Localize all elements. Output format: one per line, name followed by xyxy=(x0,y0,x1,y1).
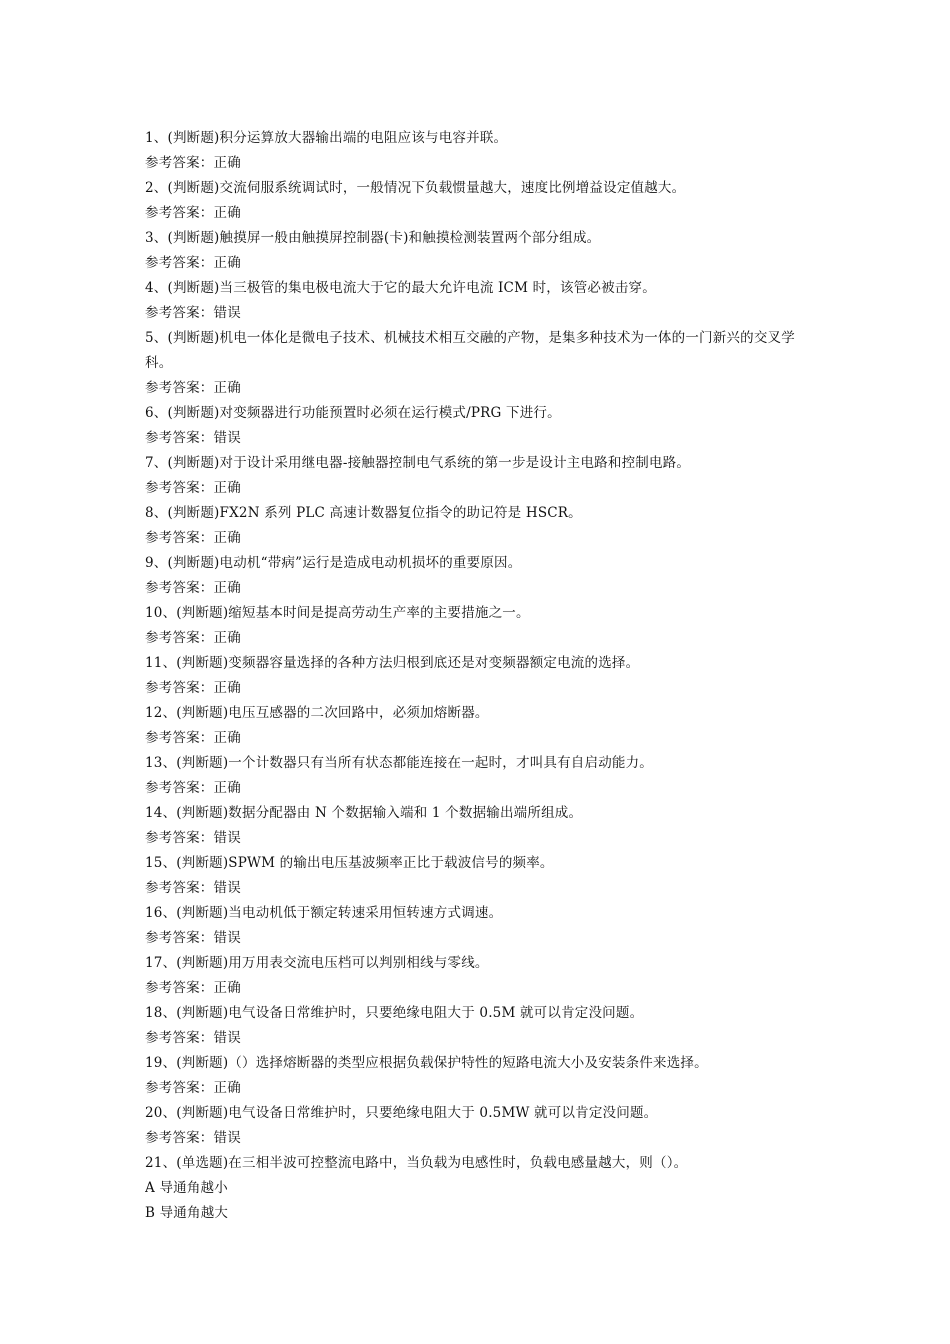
question-item xyxy=(145,401,810,451)
question-item xyxy=(145,801,810,851)
question-text: 4、(判断题)当三极管的集电极电流大于它的最大允许电流 ICM 时，该管必被击穿。 xyxy=(145,280,656,296)
answer-option-a: A 导通角越小 xyxy=(145,1180,228,1196)
question-text: 11、(判断题)变频器容量选择的各种方法归根到底还是对变频器额定电流的选择。 xyxy=(145,655,640,671)
reference-answer: 参考答案：正确 xyxy=(145,255,241,271)
question-text: 12、(判断题)电压互感器的二次回路中，必须加熔断器。 xyxy=(145,705,489,721)
reference-answer: 参考答案：正确 xyxy=(145,980,241,996)
reference-answer: 参考答案：错误 xyxy=(145,305,241,321)
question-text: 17、(判断题)用万用表交流电压档可以判别相线与零线。 xyxy=(145,955,489,971)
reference-answer: 参考答案：错误 xyxy=(145,430,241,446)
answer-option-b: B 导通角越大 xyxy=(145,1205,229,1221)
question-text: 5、(判断题)机电一体化是微电子技术、机械技术相互交融的产物，是集多种技术为一体的一门新兴的交叉学科。 xyxy=(145,330,795,371)
question-item xyxy=(145,951,810,1001)
reference-answer: 参考答案：正确 xyxy=(145,630,241,646)
question-item xyxy=(145,601,810,651)
question-text: 19、(判断题)（）选择熔断器的类型应根据负载保护特性的短路电流大小及安装条件来选择。 xyxy=(145,1055,708,1071)
reference-answer: 参考答案：错误 xyxy=(145,930,241,946)
question-text: 21、(单选题)在三相半波可控整流电路中，当负载为电感性时，负载电感量越大，则（）。 xyxy=(145,1155,688,1171)
question-item xyxy=(145,751,810,801)
reference-answer: 参考答案：正确 xyxy=(145,205,241,221)
question-text: 16、(判断题)当电动机低于额定转速采用恒转速方式调速。 xyxy=(145,905,503,921)
question-item xyxy=(145,276,810,326)
question-item xyxy=(145,701,810,751)
question-item xyxy=(145,851,810,901)
question-text: 1、(判断题)积分运算放大器输出端的电阻应该与电容并联。 xyxy=(145,130,508,146)
question-text: 3、(判断题)触摸屏一般由触摸屏控制器(卡)和触摸检测装置两个部分组成。 xyxy=(145,230,601,246)
question-list xyxy=(145,126,810,1226)
question-item xyxy=(145,651,810,701)
question-item-single-choice xyxy=(145,1151,810,1226)
question-text: 13、(判断题)一个计数器只有当所有状态都能连接在一起时，才叫具有自启动能力。 xyxy=(145,755,654,771)
question-item xyxy=(145,1051,810,1101)
question-item xyxy=(145,226,810,276)
question-item xyxy=(145,1001,810,1051)
reference-answer: 参考答案：正确 xyxy=(145,780,241,796)
reference-answer: 参考答案：正确 xyxy=(145,580,241,596)
question-text: 10、(判断题)缩短基本时间是提高劳动生产率的主要措施之一。 xyxy=(145,605,530,621)
reference-answer: 参考答案：正确 xyxy=(145,680,241,696)
question-text: 7、(判断题)对于设计采用继电器-接触器控制电气系统的第一步是设计主电路和控制电路。 xyxy=(145,455,691,471)
question-item xyxy=(145,326,810,401)
question-item xyxy=(145,126,810,176)
question-item xyxy=(145,1101,810,1151)
question-item xyxy=(145,176,810,226)
question-text: 6、(判断题)对变频器进行功能预置时必须在运行模式/PRG 下进行。 xyxy=(145,405,561,421)
question-text: 18、(判断题)电气设备日常维护时，只要绝缘电阻大于 0.5M 就可以肯定没问题。 xyxy=(145,1005,644,1021)
question-text: 20、(判断题)电气设备日常维护时，只要绝缘电阻大于 0.5MW 就可以肯定没问题。 xyxy=(145,1105,658,1121)
reference-answer: 参考答案：正确 xyxy=(145,380,241,396)
reference-answer: 参考答案：错误 xyxy=(145,1030,241,1046)
question-text: 15、(判断题)SPWM 的输出电压基波频率正比于载波信号的频率。 xyxy=(145,855,554,871)
reference-answer: 参考答案：错误 xyxy=(145,1130,241,1146)
question-item xyxy=(145,551,810,601)
question-item xyxy=(145,501,810,551)
question-text: 8、(判断题)FX2N 系列 PLC 高速计数器复位指令的助记符是 HSCR。 xyxy=(145,505,582,521)
question-item xyxy=(145,901,810,951)
reference-answer: 参考答案：正确 xyxy=(145,730,241,746)
reference-answer: 参考答案：错误 xyxy=(145,830,241,846)
reference-answer: 参考答案：正确 xyxy=(145,1080,241,1096)
question-text: 14、(判断题)数据分配器由 N 个数据输入端和 1 个数据输出端所组成。 xyxy=(145,805,583,821)
question-text: 2、(判断题)交流伺服系统调试时，一般情况下负载惯量越大，速度比例增益设定值越大。 xyxy=(145,180,686,196)
reference-answer: 参考答案：正确 xyxy=(145,155,241,171)
reference-answer: 参考答案：错误 xyxy=(145,880,241,896)
reference-answer: 参考答案：正确 xyxy=(145,480,241,496)
reference-answer: 参考答案：正确 xyxy=(145,530,241,546)
question-text: 9、(判断题)电动机“带病”运行是造成电动机损坏的重要原因。 xyxy=(145,555,522,571)
question-item xyxy=(145,451,810,501)
